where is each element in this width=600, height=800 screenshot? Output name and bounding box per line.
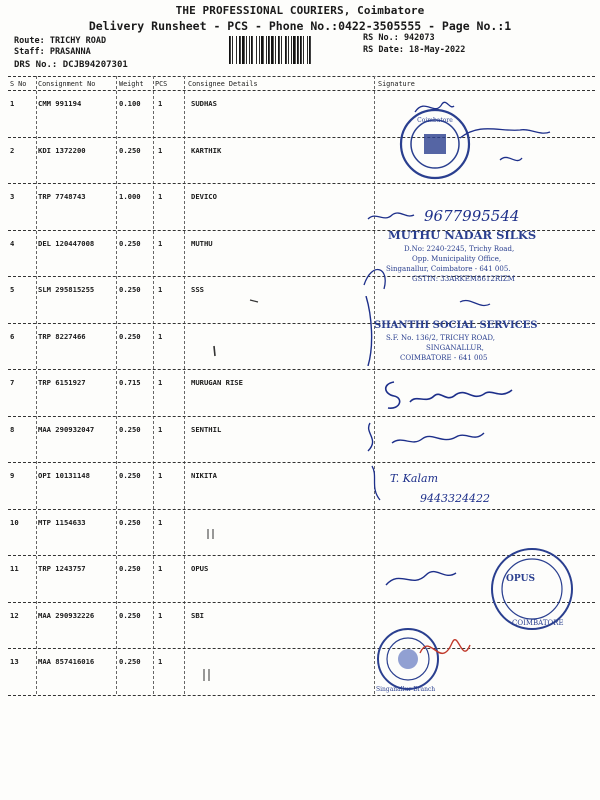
row-sno: 4 (10, 238, 15, 248)
row-consignee: MUTHU (191, 238, 213, 248)
shanthi-line2: SINGANALLUR, (426, 344, 484, 352)
row-consignee: SSS (191, 285, 204, 294)
row-divider (8, 695, 595, 696)
barcode-bar (242, 36, 245, 64)
barcode-bar (239, 36, 241, 64)
opus-seal-top: OPUS (506, 574, 535, 584)
row-pcs: 1 (158, 564, 163, 573)
row-consignment-no: TRP 6151927 (38, 378, 86, 387)
row-pcs: 1 (158, 471, 163, 480)
row-pcs: 1 (158, 657, 163, 666)
row-consignment-no: KDI 1372200 (38, 145, 86, 155)
row-consignment-no: CMM 991194 (38, 99, 82, 108)
barcode-bar (309, 36, 311, 64)
row-consignee: NIKITA (191, 471, 217, 480)
row-consignee: SBI (191, 610, 204, 620)
barcode-bar (303, 36, 304, 64)
shanthi-line3: COIMBATORE - 641 005 (400, 354, 488, 362)
row-divider (8, 369, 595, 370)
row-sno: 9 (10, 471, 15, 480)
barcode-bar (281, 36, 282, 64)
row-sno: 3 (10, 192, 15, 201)
row-weight: 0.250 (119, 564, 141, 573)
table-top-rule (8, 76, 595, 77)
row-weight: 0.250 (119, 331, 141, 341)
shanthi-name-text: SHANTHI SOCIAL SERVICES (374, 320, 538, 331)
row-consignee: OPUS (191, 564, 209, 573)
barcode-bar (285, 36, 287, 64)
row-consignment-no: MAA 857416016 (38, 657, 95, 666)
row-sno: 5 (10, 285, 15, 294)
nikita-signature-phone: 9443324422 (420, 492, 490, 505)
barcode-bar (297, 36, 299, 64)
row-consignment-no: DEL 120447008 (38, 238, 95, 248)
pen-marks (200, 525, 230, 545)
row-pcs: 1 (158, 610, 163, 620)
row-weight: 0.100 (119, 99, 141, 108)
barcode-bar (251, 36, 253, 64)
muthu-name-text: MUTHU NADAR SILKS (388, 228, 537, 242)
barcode-bar (256, 36, 257, 64)
route-label: Route: TRICHY ROAD (14, 36, 107, 46)
barcode-bar (275, 36, 276, 64)
row-consignment-no: TRP 7748743 (38, 192, 86, 201)
row7-signature (376, 372, 536, 414)
row8-signature (362, 415, 502, 455)
muthu-line2: Opp. Municipality Office, (412, 255, 502, 263)
staff-label: Staff: PRASANNA (14, 47, 91, 57)
barcode-bar (291, 36, 292, 64)
row-sno: 8 (10, 424, 15, 434)
row-pcs: 1 (158, 378, 163, 387)
row9-signature (366, 460, 546, 520)
pen-marks (200, 665, 230, 685)
barcode-bar (232, 36, 233, 64)
bank-seal-text: Singanallur Branch (376, 686, 436, 693)
barcode-bar (293, 36, 296, 64)
runsheet-title: THE PROFESSIONAL COURIERS, Coimbatore (175, 4, 425, 17)
row-consignment-no: SLM 295815255 (38, 285, 95, 294)
row-consignment-no: OPI 10131148 (38, 471, 90, 480)
barcode-bar (261, 36, 264, 64)
row-weight: 0.715 (119, 378, 141, 387)
row-consignee: SUDHAS (191, 99, 217, 108)
row-consignee: KARTHIK (191, 145, 222, 155)
col-header-consignment: Consignment No (38, 80, 96, 88)
row-consignment-no: MAA 290932047 (38, 424, 95, 434)
muthu-line4: GSTIN: 33ARKEM8612RIZM (412, 275, 515, 283)
muthu-line1: D.No: 2240-2245, Trichy Road, (404, 245, 515, 253)
barcode-bar (300, 36, 302, 64)
courier-seal-text: Coimbatore (417, 117, 453, 124)
row-divider (8, 183, 595, 184)
row-weight: 0.250 (119, 471, 141, 480)
col-header-weight: Weight (119, 80, 144, 88)
row1-stamp-signature (380, 92, 580, 182)
barcode-bar (271, 36, 274, 64)
row-pcs: 1 (158, 285, 163, 294)
row-consignee: MURUGAN RISE (191, 378, 243, 387)
row-consignment-no: MAA 290932226 (38, 610, 95, 620)
row-weight: 0.250 (119, 285, 141, 294)
row-weight: 0.250 (119, 610, 141, 620)
barcode-bar (307, 36, 308, 64)
row-pcs: 1 (158, 192, 163, 201)
row-divider (8, 416, 595, 417)
row-weight: 1.000 (119, 192, 141, 201)
muthu-phone-text: 9677995544 (424, 207, 520, 225)
barcode-bar (236, 36, 237, 64)
row-sno: 12 (10, 610, 19, 620)
barcode-bar (246, 36, 247, 64)
row-weight: 0.250 (119, 517, 141, 527)
col-header-pcs: PCS (155, 80, 168, 88)
nikita-signature-name: T. Kalam (390, 472, 438, 485)
barcode-bar (278, 36, 280, 64)
row-consignee: SENTHIL (191, 424, 222, 434)
barcode-bar (229, 36, 231, 64)
pen-marks (200, 290, 270, 360)
row-sno: 2 (10, 145, 15, 155)
runsheet-subtitle: Delivery Runsheet - PCS - Phone No.:0422-3505555 - Page No.:1 (88, 19, 512, 33)
row-consignment-no: MTP 1154633 (38, 517, 86, 527)
row-pcs: 1 (158, 517, 163, 527)
barcode-bar (268, 36, 270, 64)
drs-number: DRS No.: DCJB94207301 (14, 60, 128, 70)
row-sno: 13 (10, 657, 19, 666)
row-pcs: 1 (158, 424, 163, 434)
barcode-bar (259, 36, 260, 64)
row-consignment-no: TRP 1243757 (38, 564, 86, 573)
row-pcs: 1 (158, 99, 163, 108)
row-weight: 0.250 (119, 424, 141, 434)
muthu-line3: Singanallur, Coimbatore - 641 005. (386, 265, 511, 273)
row-sno: 6 (10, 331, 15, 341)
rs-number: RS No.: 942073 (363, 33, 435, 43)
barcode (229, 36, 355, 64)
row-pcs: 1 (158, 238, 163, 248)
row-consignee: DEVICO (191, 192, 217, 201)
row-pcs: 1 (158, 145, 163, 155)
col-header-signature: Signature (378, 80, 415, 88)
row-consignment-no: TRP 8227466 (38, 331, 86, 341)
row-sno: 11 (10, 564, 19, 573)
row5-6-shanthi-stamp (360, 296, 560, 366)
barcode-bar (249, 36, 250, 64)
opus-seal-bottom: COIMBATORE (512, 619, 564, 627)
row-sno: 7 (10, 378, 15, 387)
row-weight: 0.250 (119, 657, 141, 666)
shanthi-line1: S.F. No. 136/2, TRICHY ROAD, (386, 334, 495, 342)
barcode-bar (266, 36, 267, 64)
row-pcs: 1 (158, 331, 163, 341)
row11-13-seals (366, 545, 596, 693)
row-weight: 0.250 (119, 238, 141, 248)
row-weight: 0.250 (119, 145, 141, 155)
row3-4-muthu-nadar-stamp (362, 205, 592, 295)
col-header-sno: S No (10, 80, 27, 88)
rs-date: RS Date: 18-May-2022 (363, 45, 466, 55)
header-rule (8, 90, 595, 91)
row-sno: 10 (10, 517, 19, 527)
col-header-consignee: Consignee Details (188, 80, 258, 88)
barcode-bar (288, 36, 289, 64)
row-sno: 1 (10, 99, 15, 108)
